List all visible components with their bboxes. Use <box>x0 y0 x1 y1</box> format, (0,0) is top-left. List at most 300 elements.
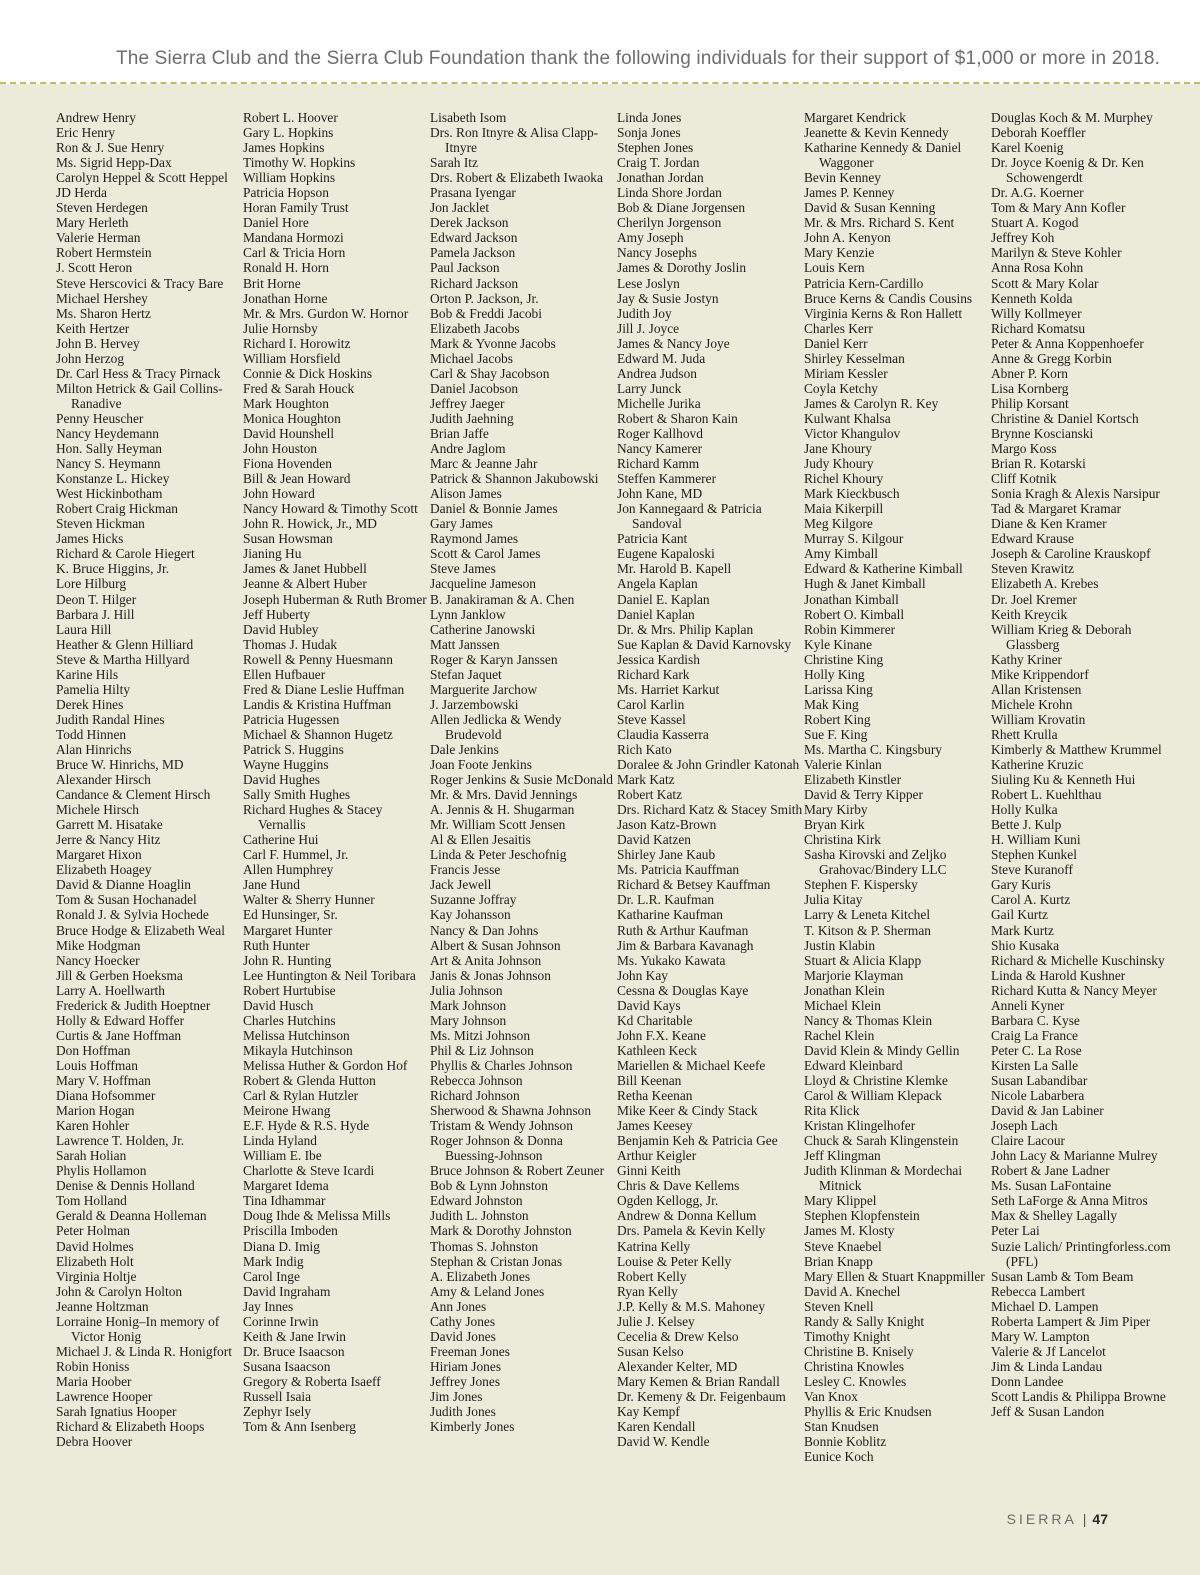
donor-name: Jon Kannegaard & Patricia Sandoval <box>617 501 762 532</box>
donor-name: Ron & J. Sue Henry <box>56 140 165 156</box>
donor-name: Paul Jackson <box>430 260 500 276</box>
donor-name: Denise & Dennis Holland <box>56 1178 195 1194</box>
donor-name: Linda & Harold Kushner <box>991 967 1126 983</box>
donor-name: John & Carolyn Holton <box>56 1283 183 1299</box>
donor-name: Siuling Ku & Kenneth Hui <box>991 772 1136 788</box>
donor-name: Seth LaForge & Anna Mitros <box>991 1193 1148 1209</box>
donor-name: Donn Landee <box>991 1373 1064 1389</box>
donor-name: Robert Hurtubise <box>243 982 336 998</box>
donor-name: Drs. Pamela & Kevin Kelly <box>617 1223 766 1239</box>
donor-name: Steve Kuranoff <box>991 862 1073 878</box>
donor-name: Mike Krippendorf <box>991 666 1089 682</box>
donor-name: John R. Hunting <box>243 952 332 968</box>
donor-name: Jonathan Kimball <box>804 591 899 607</box>
donor-name: Robert & Glenda Hutton <box>243 1073 376 1088</box>
donor-name: Mark & Yvonne Jacobs <box>430 335 556 351</box>
donor-name: David W. Kendle <box>617 1434 710 1450</box>
donor-column-5 <box>804 110 990 1464</box>
donor-name: Mary Kirby <box>804 802 868 818</box>
donor-column-4 <box>617 110 803 1449</box>
donor-name: Ms. Sharon Hertz <box>56 305 151 321</box>
donor-name: Maria Hoober <box>56 1373 132 1389</box>
donor-name: John Lacy & Marianne Mulrey <box>991 1148 1158 1164</box>
donor-name: Retha Keenan <box>617 1088 693 1104</box>
donor-name: Sarah Holian <box>56 1148 127 1164</box>
donor-name: Melissa Hutchinson <box>243 1027 350 1043</box>
donor-name: Kirsten La Salle <box>991 1057 1079 1073</box>
donor-name: Chuck & Sarah Klingenstein <box>804 1133 959 1149</box>
donor-name: Christine King <box>804 651 884 667</box>
donor-name: Valerie Herman <box>56 230 141 246</box>
donor-name: Carl & Tricia Horn <box>243 245 346 261</box>
donor-name: Melissa Huther & Gordon Hof <box>243 1057 408 1073</box>
donor-name: Francis Jesse <box>430 862 501 878</box>
donor-name: Jill & Gerben Hoeksma <box>56 967 183 983</box>
donor-name: Jeff Klingman <box>804 1148 881 1164</box>
donor-name: Kyle Kinane <box>804 636 873 652</box>
donor-name: Larry & Leneta Kitchel <box>804 907 931 923</box>
donor-name: Robert L. Kuehlthau <box>991 787 1102 803</box>
donor-name: David Jones <box>430 1328 496 1344</box>
donor-name: Louis Kern <box>804 260 865 276</box>
donor-name: Mark Indig <box>243 1253 304 1269</box>
donor-name: Jianing Hu <box>243 546 302 562</box>
donor-name: Andrew & Donna Kellum <box>617 1208 757 1224</box>
donor-name: Claire Lacour <box>991 1133 1065 1149</box>
donor-name: Susan Howsman <box>243 531 333 547</box>
donor-name: Fred & Sarah Houck <box>243 380 355 396</box>
donor-name: Alexander Kelter, MD <box>617 1358 738 1374</box>
donor-name: Julie J. Kelsey <box>617 1313 695 1329</box>
donor-name: Edward Krause <box>991 531 1074 547</box>
donor-name: Patricia Hugessen <box>243 711 340 727</box>
donor-name: Ms. Yukako Kawata <box>617 952 726 968</box>
donor-name: Michael Jacobs <box>430 350 513 366</box>
donor-name: Karine Hils <box>56 666 119 682</box>
donor-name: Michele Hirsch <box>56 802 139 818</box>
donor-name: Elizabeth Holt <box>56 1253 134 1269</box>
donor-name: Ms. Harriet Karkut <box>617 681 720 697</box>
donor-name: Julia Kitay <box>804 892 863 908</box>
donor-name: Dr. L.R. Kaufman <box>617 892 715 908</box>
donor-name: Daniel Kaplan <box>617 606 695 622</box>
donor-name: Ms. Martha C. Kingsbury <box>804 741 942 757</box>
donor-name: Mak King <box>804 696 859 712</box>
donor-name: Eric Henry <box>56 125 116 141</box>
donor-name: Wayne Huggins <box>243 757 329 773</box>
donor-name: Dr. Joel Kremer <box>991 591 1077 607</box>
donor-name: Drs. Robert & Elizabeth Iwaoka <box>430 170 603 186</box>
donor-name: Suzie Lalich/ Printingforless.com (PFL) <box>991 1238 1171 1269</box>
donor-name: Corinne Irwin <box>243 1313 319 1329</box>
donor-name: Rebecca Johnson <box>430 1073 523 1088</box>
donor-name: Michael Hershey <box>56 290 148 306</box>
donor-name: Richard Jackson <box>430 275 519 291</box>
donor-name: Amy Kimball <box>804 546 879 562</box>
donor-name: Edward & Katherine Kimball <box>804 561 963 577</box>
donor-name: Jeanne & Albert Huber <box>243 576 367 592</box>
donor-name: Roger & Karyn Janssen <box>430 651 558 667</box>
donor-name: Anna Rosa Kohn <box>991 260 1084 276</box>
donor-name: Steve Herscovici & Tracy Bare <box>56 275 224 291</box>
donor-name: Meirone Hwang <box>243 1103 331 1119</box>
donor-name: Richard & Elizabeth Hoops <box>56 1419 205 1435</box>
donor-name: Mariellen & Michael Keefe <box>617 1057 766 1073</box>
donor-name: Justin Klabin <box>804 937 876 953</box>
donor-name: Kd Charitable <box>617 1012 693 1028</box>
donor-name: Orton P. Jackson, Jr. <box>430 290 539 306</box>
donor-name: Thomas J. Hudak <box>243 636 338 652</box>
donor-name: Kimberly & Matthew Krummel <box>991 741 1162 757</box>
donor-name: Jack Jewell <box>430 877 492 893</box>
donor-name: Mikayla Hutchinson <box>243 1042 353 1058</box>
donor-name: Laura Hill <box>56 621 112 637</box>
donor-name: Carol Inge <box>243 1268 300 1284</box>
donor-name: J.P. Kelly & M.S. Mahoney <box>617 1298 766 1314</box>
donor-name: Elizabeth Hoagey <box>56 862 152 878</box>
donor-name: Michael J. & Linda R. Honigfort <box>56 1343 232 1359</box>
donor-name: Ryan Kelly <box>617 1283 678 1299</box>
donor-name: Heather & Glenn Hilliard <box>56 636 194 652</box>
donor-name: Dr. Carl Hess & Tracy Pirnack <box>56 365 221 381</box>
donor-name: Sasha Kirovski and Zeljko Grahovac/Bindery LLC <box>804 847 947 878</box>
donor-name: Cliff Kotnik <box>991 471 1057 487</box>
donor-name: Albert & Susan Johnson <box>430 937 561 953</box>
donor-name: Bruce Hodge & Elizabeth Weal <box>56 922 225 938</box>
donor-name: Garrett M. Hisatake <box>56 817 163 833</box>
donor-name: Robin Honiss <box>56 1358 130 1374</box>
donor-name: Milton Hetrick & Gail Collins-Ranadive <box>56 380 223 411</box>
donor-name: Bruce Johnson & Robert Zeuner <box>430 1163 605 1179</box>
donor-name: Allen Jedlicka & Wendy Brudevold <box>430 711 562 742</box>
donor-name: Katherine Kruzic <box>991 757 1084 773</box>
donor-name: Holly & Edward Hoffer <box>56 1012 185 1028</box>
donor-name: Judith Randal Hines <box>56 711 165 727</box>
donor-name: Dr. & Mrs. Philip Kaplan <box>617 621 754 637</box>
donor-name: Margo Koss <box>991 441 1057 457</box>
donor-name: Nicole Labarbera <box>991 1088 1085 1104</box>
donor-name: Lisa Kornberg <box>991 380 1069 396</box>
donor-name: Steve James <box>430 561 496 577</box>
donor-name: A. Elizabeth Jones <box>430 1268 531 1284</box>
donor-name: James & Nancy Joye <box>617 335 730 351</box>
donor-name: Mark Kieckbusch <box>804 486 900 502</box>
donor-name: Mr. & Mrs. Gurdon W. Hornor <box>243 305 409 321</box>
donor-name: Alison James <box>430 486 502 502</box>
donor-name: Edward Kleinbard <box>804 1057 903 1073</box>
donor-name: Anne & Gregg Korbin <box>991 350 1112 366</box>
donor-name: Kay Johansson <box>430 907 511 923</box>
donor-name: H. William Kuni <box>991 832 1081 848</box>
donor-name: Richard Johnson <box>430 1088 520 1104</box>
donor-name: Christina Knowles <box>804 1358 905 1374</box>
donor-name: Nancy Hoecker <box>56 952 140 968</box>
donor-name: Linda & Peter Jeschofnig <box>430 847 567 863</box>
donor-name: Joseph Huberman & Ruth Bromer <box>243 591 427 607</box>
donor-name: Carl & Shay Jacobson <box>430 365 550 381</box>
donor-name: Jeffrey Koh <box>991 230 1055 246</box>
donor-columns <box>56 110 1186 1510</box>
donor-name: Drs. Richard Katz & Stacey Smith <box>617 802 803 818</box>
donor-name: Brit Horne <box>243 275 301 291</box>
donor-name: Diane & Ken Kramer <box>991 516 1107 532</box>
donor-name: Kimberly Jones <box>430 1419 515 1435</box>
donor-name: Hugh & Janet Kimball <box>804 576 926 592</box>
donor-name: Gerald & Deanna Holleman <box>56 1208 207 1224</box>
donor-name: Bill Keenan <box>617 1073 682 1088</box>
donor-name: Katharine Kaufman <box>617 907 723 923</box>
donor-name: Murray S. Kilgour <box>804 531 904 547</box>
donor-name: Jonathan Horne <box>243 290 328 306</box>
donor-name: Roger Kallhovd <box>617 425 703 441</box>
donor-name: Horan Family Trust <box>243 200 349 216</box>
donor-name: Catherine Janowski <box>430 621 536 637</box>
donor-name: Michele Krohn <box>991 696 1073 712</box>
donor-name: Bob & Diane Jorgensen <box>617 200 746 216</box>
donor-name: Prasana Iyengar <box>430 185 516 201</box>
donor-name: Penny Heuscher <box>56 410 144 426</box>
donor-name: Ed Hunsinger, Sr. <box>243 907 338 923</box>
donor-name: Keith Kreycik <box>991 606 1068 622</box>
donor-name: Michael Klein <box>804 997 881 1013</box>
donor-name: Jason Katz-Brown <box>617 817 717 833</box>
donor-name: Steven Herdegen <box>56 200 148 216</box>
donor-name: Phyllis & Charles Johnson <box>430 1057 573 1073</box>
donor-name: Marguerite Jarchow <box>430 681 538 697</box>
donor-name: Ronald H. Horn <box>243 260 329 276</box>
donor-name: Deborah Koeffler <box>991 125 1086 141</box>
donor-name: Robert O. Kimball <box>804 606 905 622</box>
donor-name: Stan Knudsen <box>804 1419 879 1435</box>
donor-name: Bonnie Koblitz <box>804 1434 887 1450</box>
donor-name: Craig La France <box>991 1027 1078 1043</box>
donor-name: Lee Huntington & Neil Toribara <box>243 967 416 983</box>
donor-name: Rebecca Lambert <box>991 1283 1086 1299</box>
donor-name: Sarah Itz <box>430 155 478 171</box>
donor-name: Drs. Ron Itnyre & Alisa Clapp-Itnyre <box>430 125 599 156</box>
donor-name: Charles Hutchins <box>243 1012 336 1028</box>
donor-name: Robert Katz <box>617 787 683 803</box>
donor-name: Brian Knapp <box>804 1253 873 1269</box>
donor-name: Gregory & Roberta Isaeff <box>243 1373 381 1389</box>
donor-name: Nancy Howard & Timothy Scott <box>243 501 418 517</box>
donor-name: Mark Houghton <box>243 395 329 411</box>
donor-name: Randy & Sally Knight <box>804 1313 925 1329</box>
donor-name: Elizabeth Jacobs <box>430 320 520 336</box>
donor-name: Sherwood & Shawna Johnson <box>430 1103 592 1119</box>
donor-name: Rita Klick <box>804 1103 860 1119</box>
donor-name: Bob & Lynn Johnston <box>430 1178 548 1194</box>
donor-name: Mike Hodgman <box>56 937 141 953</box>
donor-name: Priscilla Imboden <box>243 1223 338 1239</box>
donor-name: Mandana Hormozi <box>243 230 344 246</box>
donor-name: Kulwant Khalsa <box>804 410 891 426</box>
donor-name: Mary Herleth <box>56 215 129 231</box>
donor-name: Sally Smith Hughes <box>243 787 351 803</box>
donor-name: Nancy Josephs <box>617 245 697 261</box>
donor-name: Judy Khoury <box>804 456 874 472</box>
donor-name: Cessna & Douglas Kaye <box>617 982 749 998</box>
donor-name: Sonia Kragh & Alexis Narsipur <box>991 486 1160 502</box>
donor-name: Zephyr Isely <box>243 1404 312 1420</box>
donor-name: Bob & Freddi Jacobi <box>430 305 542 321</box>
donor-name: Thomas S. Johnston <box>430 1238 539 1254</box>
donor-name: Jay & Susie Jostyn <box>617 290 719 306</box>
footer-separator: | <box>1082 1511 1087 1527</box>
donor-name: Curtis & Jane Hoffman <box>56 1027 182 1043</box>
donor-column-1 <box>56 110 242 1449</box>
donor-name: Art & Anita Johnson <box>430 952 542 968</box>
donor-name: William E. Ibe <box>243 1148 322 1164</box>
donor-name: Carl & Rylan Hutzler <box>243 1088 359 1104</box>
donor-name: Amy & Leland Jones <box>430 1283 545 1299</box>
donor-name: Christine B. Knisely <box>804 1343 914 1359</box>
donor-name: Karen Hohler <box>56 1118 130 1134</box>
donor-name: Nancy & Thomas Klein <box>804 1012 933 1028</box>
donor-name: John R. Howick, Jr., MD <box>243 516 377 532</box>
donor-name: Patrick S. Huggins <box>243 741 344 757</box>
donor-name: Margaret Kendrick <box>804 110 906 125</box>
donor-name: Bill & Jean Howard <box>243 471 351 487</box>
donor-name: Fiona Hovenden <box>243 456 332 472</box>
donor-name: Judith Jaehning <box>430 410 514 426</box>
donor-name: Frederick & Judith Hoeptner <box>56 997 211 1013</box>
donor-name: Linda Hyland <box>243 1133 318 1149</box>
donor-name: Janis & Jonas Johnson <box>430 967 551 983</box>
donor-name: Jim & Linda Landau <box>991 1358 1103 1374</box>
donor-name: Konstanze L. Hickey <box>56 471 170 487</box>
donor-name: Sue Kaplan & David Karnovsky <box>617 636 792 652</box>
donor-name: James M. Klosty <box>804 1223 895 1239</box>
donor-name: Mr. William Scott Jensen <box>430 817 566 833</box>
donor-name: Julia Johnson <box>430 982 503 998</box>
donor-name: Susana Isaacson <box>243 1358 331 1374</box>
donor-name: Mark Kurtz <box>991 922 1054 938</box>
donor-name: Scott & Mary Kolar <box>991 275 1099 291</box>
donor-name: Bette J. Kulp <box>991 817 1062 833</box>
donor-name: Jay Innes <box>243 1298 294 1314</box>
donor-name: Cathy Jones <box>430 1313 496 1329</box>
donor-name: Christina Kirk <box>804 832 881 848</box>
donor-name: Robert King <box>804 711 871 727</box>
page-number: 47 <box>1092 1511 1108 1527</box>
donor-name: Judith Jones <box>430 1404 496 1420</box>
donor-name: Matt Janssen <box>430 636 500 652</box>
donor-name: Brian Jaffe <box>430 425 489 441</box>
donor-name: Daniel Jacobson <box>430 380 519 396</box>
donor-name: Ruth Hunter <box>243 937 310 953</box>
donor-name: Virginia Holtje <box>56 1268 137 1284</box>
donor-name: Douglas Koch & M. Murphey <box>991 110 1153 125</box>
donor-name: John Kay <box>617 967 668 983</box>
donor-name: Steffen Kammerer <box>617 471 717 487</box>
donor-name: Tristam & Wendy Johnson <box>430 1118 573 1134</box>
donor-name: J. Scott Heron <box>56 260 133 276</box>
donor-name: Kathy Kriner <box>991 651 1063 667</box>
donor-name: Diana D. Imig <box>243 1238 320 1254</box>
donor-name: Kathleen Keck <box>617 1042 697 1058</box>
donor-name: Barbara C. Kyse <box>991 1012 1080 1028</box>
donor-name: Susan Labandibar <box>991 1073 1088 1088</box>
donor-name: Robert Craig Hickman <box>56 501 178 517</box>
donor-name: John Howard <box>243 486 315 502</box>
donor-name: Ginni Keith <box>617 1163 681 1179</box>
donor-name: David Kays <box>617 997 681 1013</box>
donor-name: A. Jennis & H. Shugarman <box>430 802 575 818</box>
donor-name: Stefan Jaquet <box>430 666 502 682</box>
donor-name: Robin Kimmerer <box>804 621 896 637</box>
donor-name: West Hickinbotham <box>56 486 163 502</box>
magazine-name: SIERRA <box>1006 1511 1077 1527</box>
donor-name: Ruth & Arthur Kaufman <box>617 922 749 938</box>
donor-name: Michael D. Lampen <box>991 1298 1099 1314</box>
donor-name: Richel Khoury <box>804 471 884 487</box>
donor-name: Cecelia & Drew Kelso <box>617 1328 739 1344</box>
donor-name: Freeman Jones <box>430 1343 510 1359</box>
donor-name: Jane Hund <box>243 877 300 893</box>
donor-name: Richard Komatsu <box>991 320 1086 336</box>
donor-name: Daniel & Bonnie James <box>430 501 558 517</box>
donor-column-6 <box>991 110 1177 1419</box>
donor-name: Gary L. Hopkins <box>243 125 334 141</box>
donor-name: Marjorie Klayman <box>804 967 904 983</box>
donor-name: Tom & Susan Hochanadel <box>56 892 197 908</box>
donor-name: Edward Jackson <box>430 230 518 246</box>
donor-name: Jon Jacklet <box>430 200 490 216</box>
donor-name: Lisabeth Isom <box>430 110 507 125</box>
donor-name: Steve Kassel <box>617 711 686 727</box>
donor-name: James Keesey <box>617 1118 693 1134</box>
donor-name: Ms. Susan LaFontaine <box>991 1178 1112 1194</box>
donor-name: Linda Jones <box>617 110 682 125</box>
donor-name: Dr. A.G. Koerner <box>991 185 1084 201</box>
donor-name: Sonja Jones <box>617 125 681 141</box>
donor-name: Dale Jenkins <box>430 741 499 757</box>
donor-name: Stephan & Cristan Jonas <box>430 1253 563 1269</box>
donor-name: Barbara J. Hill <box>56 606 135 622</box>
donor-name: Mr. & Mrs. Richard S. Kent <box>804 215 955 231</box>
donor-name: Nancy Heydemann <box>56 425 159 441</box>
donor-name: David & Dianne Hoaglin <box>56 877 191 893</box>
donor-name: Jeanne Holtzman <box>56 1298 149 1314</box>
donor-name: Jessica Kardish <box>617 651 700 667</box>
donor-name: Nancy & Dan Johns <box>430 922 539 938</box>
donor-name: Roberta Lampert & Jim Piper <box>991 1313 1151 1329</box>
donor-name: Raymond James <box>430 531 519 547</box>
donor-name: James Hopkins <box>243 140 325 156</box>
donor-name: Maia Kikerpill <box>804 501 884 517</box>
donor-name: Mary V. Hoffman <box>56 1073 151 1088</box>
donor-name: Jacqueline Jameson <box>430 576 536 592</box>
donor-name: Virginia Kerns & Ron Hallett <box>804 305 963 321</box>
donor-name: Eugene Kapaloski <box>617 546 715 562</box>
donor-name: Elizabeth A. Krebes <box>991 576 1099 592</box>
donor-name: Richard Kamm <box>617 456 700 472</box>
donor-name: Mike Keer & Cindy Stack <box>617 1103 758 1119</box>
donor-name: Doug Ihde & Melissa Mills <box>243 1208 391 1224</box>
donor-name: Larry A. Hoellwarth <box>56 982 165 998</box>
donor-name: David Katzen <box>617 832 691 848</box>
donor-name: David Klein & Mindy Gellin <box>804 1042 960 1058</box>
donor-name: Brynne Koscianski <box>991 425 1094 441</box>
donor-name: Gary Kuris <box>991 877 1051 893</box>
donor-name: Al & Ellen Jesaitis <box>430 832 531 848</box>
donor-name: Lorraine Honig–In memory of Victor Honig <box>56 1313 220 1344</box>
donor-name: Linda Shore Jordan <box>617 185 722 201</box>
donor-name: Jonathan Klein <box>804 982 885 998</box>
donor-name: Susan Kelso <box>617 1343 684 1359</box>
donor-name: Abner P. Korn <box>991 365 1068 381</box>
